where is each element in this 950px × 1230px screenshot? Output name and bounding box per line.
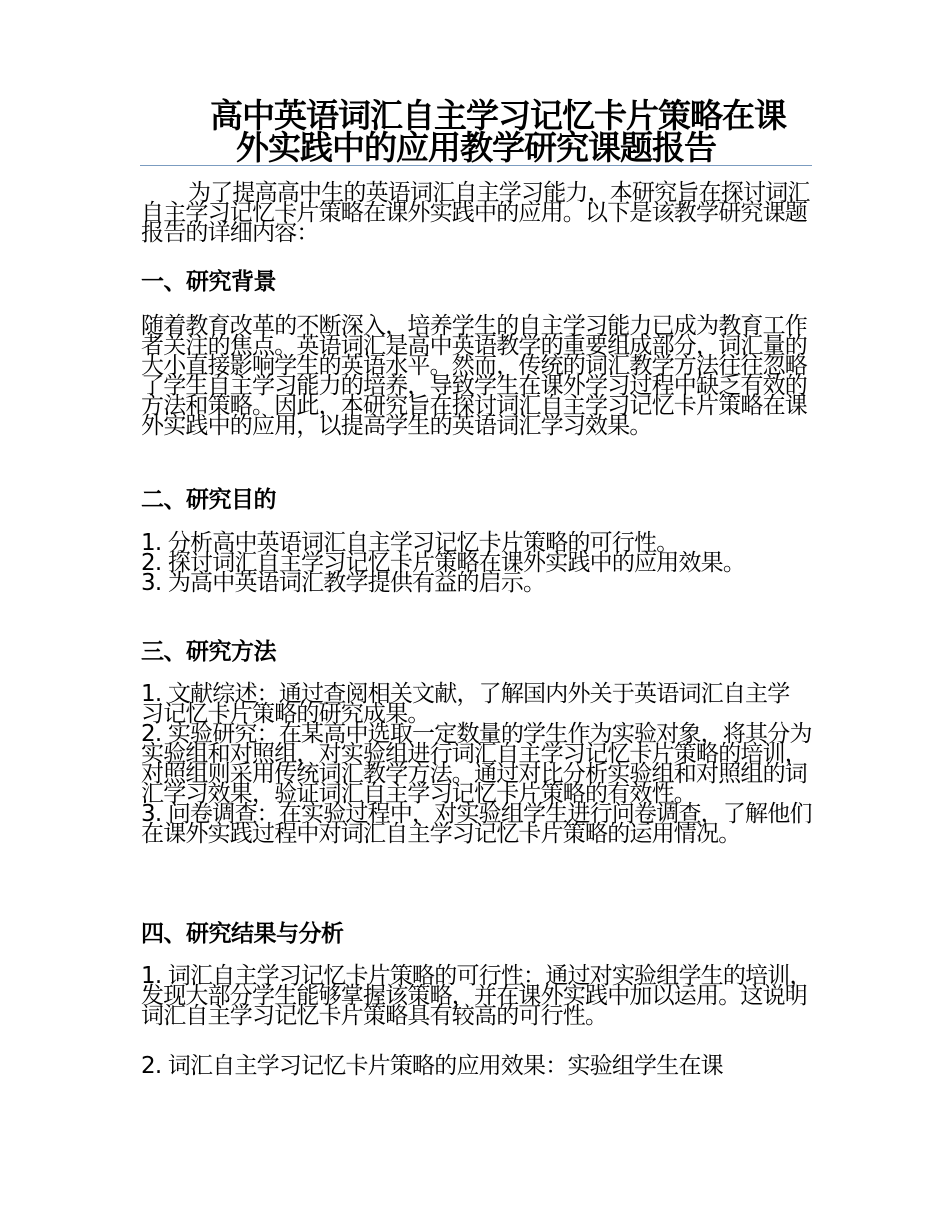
objective-item-1: 1. 分析高中英语词汇自主学习记忆卡片策略的可行性。 [141,530,679,556]
method-item-2: 2. 实验研究：在某高中选取一定数量的学生作为实验对象，将其分为实验组和对照组，对实验组进行词汇自主学习记忆卡片策略的培训，对照组则采用传统词汇教学方法。通过对比分析实验组和对照组的词汇学习效果，验证词汇自主学习记忆卡片策略的有效性。 [141,721,812,807]
result-item-1: 1. 词汇自主学习记忆卡片策略的可行性：通过对实验组学生的培训，发现大部分学生能够掌握该策略，并在课外实践中加以运用。这说明词汇自主学习记忆卡片策略具有较高的可行性。 [141,963,812,1029]
methods-list [141,681,813,847]
title-line-1: 高中英语词汇自主学习记忆卡片策略在课 [210,96,786,135]
results-list [141,963,813,1079]
method-item-3: 3. 问卷调查：在实验过程中，对实验组学生进行问卷调查，了解他们在课外实践过程中对词汇自主学习记忆卡片策略的运用情况。 [141,801,812,847]
result-item-2: 2. 词汇自主学习记忆卡片策略的应用效果：实验组学生在课 [141,1053,723,1079]
intro-paragraph: 为了提高高中生的英语词汇自主学习能力，本研究旨在探讨词汇自主学习记忆卡片策略在课外实践中的应用。以下是该教学研究课题报告的详细内容： [141,180,810,246]
section-heading-results: 四、研究结果与分析 [141,921,344,947]
objective-item-2: 2. 探讨词汇自主学习记忆卡片策略在课外实践中的应用效果。 [141,550,746,576]
method-item-1: 1. 文献综述：通过查阅相关文献，了解国内外关于英语词汇自主学习记忆卡片策略的研究成果。 [141,681,790,727]
objectives-list [141,530,771,596]
objective-item-3: 3. 为高中英语词汇教学提供有益的启示。 [141,570,546,596]
section-heading-objectives: 二、研究目的 [141,487,276,513]
section-heading-methods: 三、研究方法 [141,639,276,665]
background-paragraph: 随着教育改革的不断深入，培养学生的自主学习能力已成为教育工作者关注的焦点。英语词汇是高中英语教学的重要组成部分，词汇量的大小直接影响学生的英语水平。然而，传统的词汇教学方法往往忽略了学生自主学习能力的培养，导致学生在课外学习过程中缺乏有效的方法和策略。因此，本研究旨在探讨词汇自主学习记忆卡片策略在课外实践中的应用，以提高学生的英语词汇学习效果。 [141,313,808,439]
section-heading-background: 一、研究背景 [141,269,276,295]
title-line-2: 外实践中的应用教学研究课题报告 [236,128,716,167]
document-title [140,96,812,167]
